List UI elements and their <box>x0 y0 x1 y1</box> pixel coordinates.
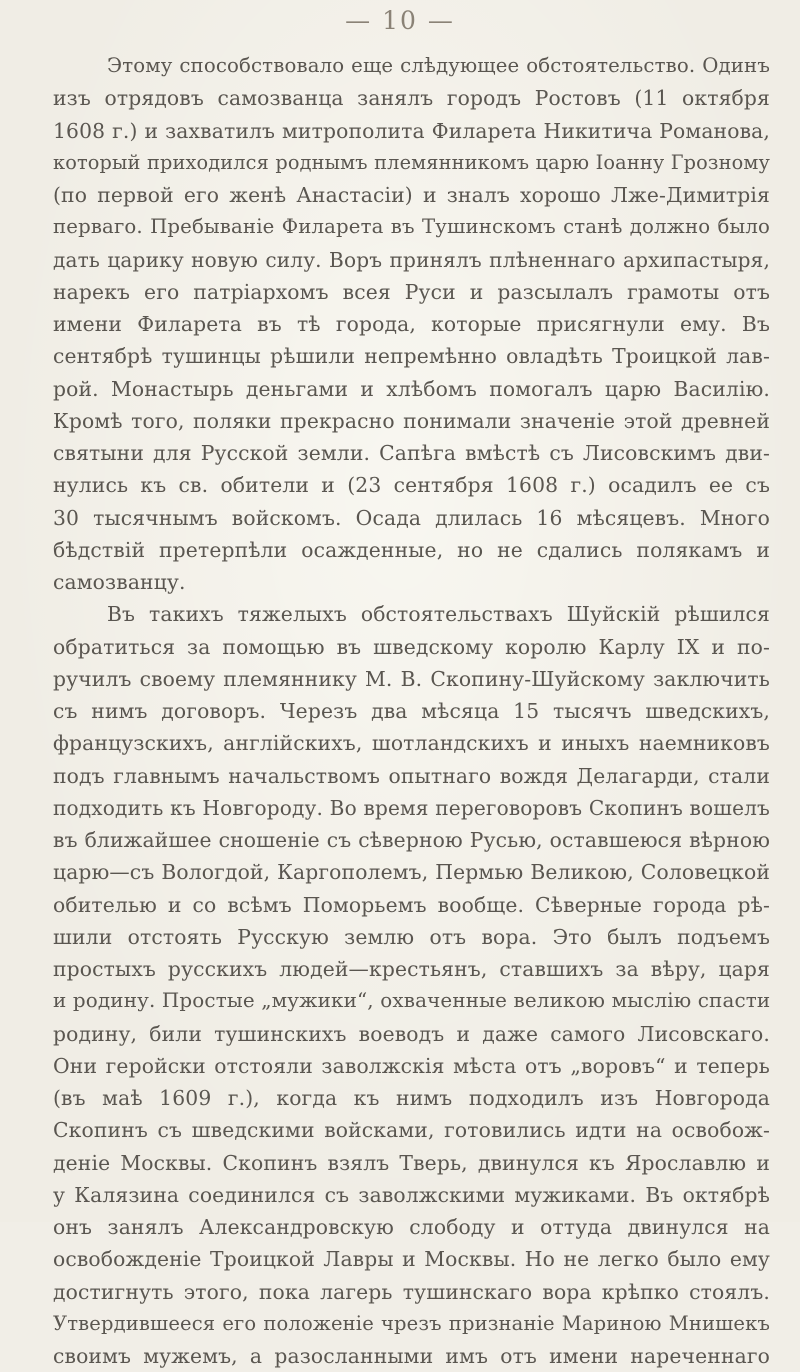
text-line: освобожденіе Троицкой Лавры и Москвы. Но не легко было ему <box>53 1247 770 1272</box>
text-line: съ нимъ договоръ. Черезъ два мѣсяца 15 тысячъ шведскихъ, <box>53 699 770 723</box>
text-line: обителью и со всѣмъ Поморьемъ вообще. Сѣверные города рѣ- <box>53 892 770 917</box>
text-line: деніе Москвы. Скопинъ взялъ Тверь, двинулся къ Ярославлю и <box>53 1150 770 1175</box>
text-line: подходить къ Новгороду. Во время переговоровъ Скопинъ вошелъ <box>53 795 770 820</box>
text-line: простыхъ русскихъ людей—крестьянъ, ставшихъ за вѣру, царя <box>53 957 770 981</box>
text-line: святыни для Русской земли. Сапѣга вмѣстѣ съ Лисовскимъ дви- <box>53 441 770 465</box>
text-line: дать царику новую силу. Воръ принялъ плѣненнаго архипастыря, <box>53 247 770 272</box>
text-line: своимъ мужемъ, а разосланными имъ отъ имени нареченнаго <box>53 1344 770 1368</box>
text-line: французскихъ, англійскихъ, шотландскихъ и иныхъ наемниковъ <box>53 731 770 756</box>
text-line: Утвердившееся его положеніе чрезъ признаніе Мариною Мнишекъ <box>53 1311 770 1335</box>
text-line: обратиться за помощью въ шведскому королю Карлу IX и по- <box>53 634 770 659</box>
text-line: 30 тысячнымъ войскомъ. Осада длилась 16 мѣсяцевъ. Много <box>53 505 770 530</box>
text-line: онъ занялъ Александровскую слободу и оттуда двинулся на <box>53 1215 770 1239</box>
text-line: (въ маѣ 1609 г.), когда къ нимъ подходилъ изъ Новгорода <box>53 1086 770 1110</box>
page-number: — 10 — <box>345 6 455 35</box>
text-line: родину, били тушинскихъ воеводъ и даже самого Лисовскаго. <box>53 1021 770 1046</box>
text-line: Кромѣ того, поляки прекрасно понимали значеніе этой древней <box>53 408 770 433</box>
text-line: имени Филарета въ тѣ города, которые присягнули ему. Въ <box>53 312 770 336</box>
text-line: достигнуть этого, пока лагерь тушинскаго вора крѣпко стоялъ. <box>53 1279 770 1304</box>
text-line: въ ближайшее сношеніе съ сѣверною Русью, оставшеюся вѣрною <box>53 828 770 852</box>
text-line: нарекъ его патріархомъ всея Руси и разсылалъ грамоты отъ <box>53 279 770 304</box>
text-line: Скопинъ съ шведскими войсками, готовились идти на освобож- <box>53 1118 770 1143</box>
text-line: царю—съ Вологдой, Каргополемъ, Пермью Великою, Соловецкой <box>53 860 770 885</box>
body-text <box>53 50 770 1372</box>
text-line: Въ такихъ тяжелыхъ обстоятельствахъ Шуйскій рѣшился <box>107 602 770 627</box>
text-line: у Калязина соединился съ заволжскими мужиками. Въ октябрѣ <box>53 1182 770 1207</box>
text-line: Этому способствовало еще слѣдующее обстоятельство. Одинъ <box>107 54 770 77</box>
text-line: ручилъ своему племяннику М. В. Скопину-Шуйскому заключить <box>53 666 770 691</box>
text-line: Они геройски отстояли заволжскія мѣста отъ „воровъ“ и теперь <box>53 1053 770 1078</box>
paragraph-2 <box>53 598 770 1372</box>
text-line: рой. Монастырь деньгами и хлѣбомъ помогалъ царю Василію. <box>53 376 770 401</box>
text-line: сентябрѣ тушинцы рѣшили непремѣнно овладѣть Троицкой лав- <box>53 344 770 369</box>
text-line: подъ главнымъ начальствомъ опытнаго вождя Делагарди, стали <box>53 763 770 788</box>
text-line: бѣдствій претерпѣли осажденные, но не сдались полякамъ и <box>53 537 770 562</box>
text-line: который приходился роднымъ племянникомъ царю Іоанну Грозному <box>53 150 770 174</box>
text-line: изъ отрядовъ самозванца занялъ городъ Ростовъ (11 октября <box>53 86 770 111</box>
text-line: (по первой его женѣ Анастасіи) и зналъ хорошо Лже-Димитрія <box>53 183 770 207</box>
paragraph-1 <box>53 50 770 598</box>
text-line: самозванцу. <box>53 570 186 594</box>
text-line: перваго. Пребываніе Филарета въ Тушинскомъ станѣ должно было <box>53 215 770 239</box>
text-line: нулись къ св. обители и (23 сентября 1608 г.) осадилъ ее съ <box>53 473 770 498</box>
text-line: 1608 г.) и захватилъ митрополита Филарета Никитича Романова, <box>53 118 770 143</box>
text-line: и родину. Простые „мужики“, охваченные великою мыслію спасти <box>53 989 771 1013</box>
text-line: шили отстоять Русскую землю отъ вора. Это былъ подъемъ <box>53 924 770 949</box>
